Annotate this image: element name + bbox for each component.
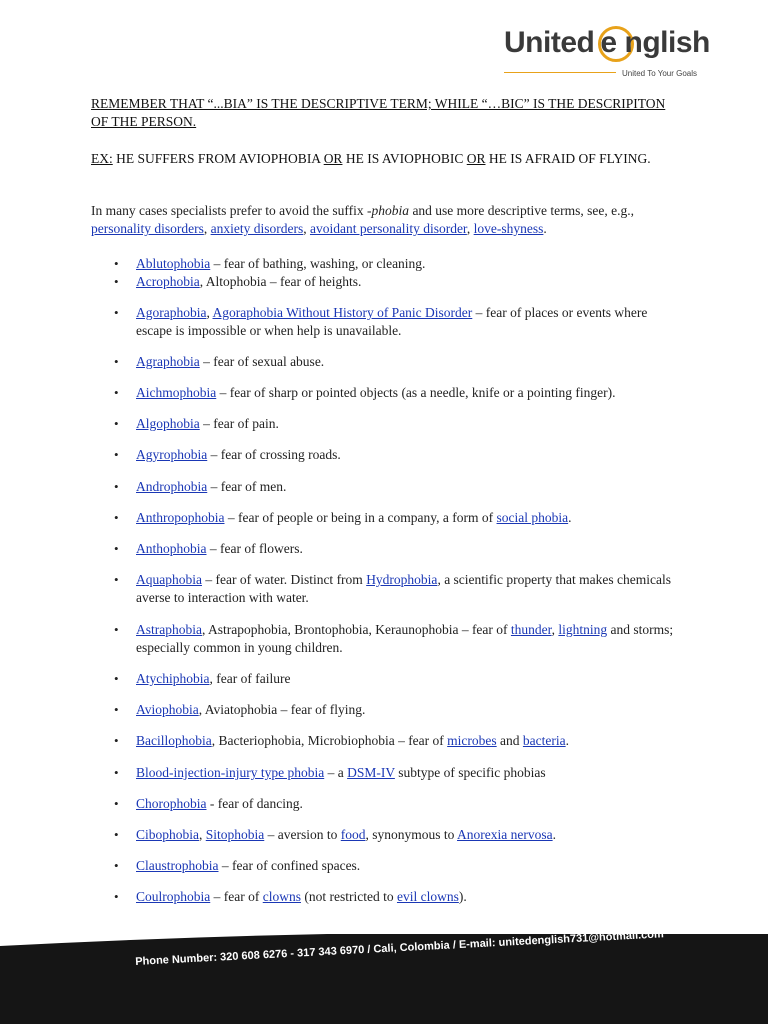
- bullet-icon: •: [114, 479, 119, 494]
- link-claustrophobia[interactable]: Claustrophobia: [136, 858, 219, 873]
- list-item-description: , Aviatophobia – fear of flying.: [198, 702, 366, 717]
- heading-example-or1: OR: [323, 151, 343, 166]
- logo-underline: [504, 72, 616, 73]
- link-social-phobia[interactable]: social phobia: [496, 510, 569, 525]
- logo-text-after: nglish: [624, 26, 710, 59]
- list-item-description: – fear of crossing roads.: [207, 447, 341, 462]
- list-item-text: [136, 478, 681, 496]
- bullet-icon: •: [114, 416, 119, 431]
- list-item-description: – fear of sharp or pointed objects (as a needle, knife or a pointing finger).: [216, 385, 616, 400]
- bullet-icon: •: [114, 385, 119, 400]
- bullet-icon: •: [114, 827, 119, 842]
- link-bacillophobia[interactable]: Bacillophobia: [136, 733, 212, 748]
- link-atychiphobia[interactable]: Atychiphobia: [136, 671, 210, 686]
- list-item-text: [136, 764, 681, 782]
- list-item-description: – fear of sexual abuse.: [199, 354, 325, 369]
- list-item-description: – aversion to: [264, 827, 341, 842]
- link-acrophobia[interactable]: Acrophobia: [136, 274, 200, 289]
- link-agoraphobia[interactable]: Agoraphobia: [136, 305, 207, 320]
- bullet-icon: •: [114, 622, 119, 637]
- link-evil-clowns[interactable]: evil clowns: [396, 889, 459, 904]
- list-item-description: .: [568, 510, 572, 525]
- link-anorexia-nervosa[interactable]: Anorexia nervosa: [457, 827, 553, 842]
- list-item-description: – fear of people or being in a company, a form of: [224, 510, 497, 525]
- link-love-shyness[interactable]: love-shyness: [473, 221, 544, 236]
- bullet-icon: •: [114, 256, 119, 271]
- footer-contact: Phone Number: 320 608 6276 - 317 343 6970 / Cali, Colombia / E-mail: unitedenglish731@hotmail.com: [135, 928, 665, 968]
- list-item-text: [136, 273, 681, 291]
- bullet-icon: •: [114, 671, 119, 686]
- intro-sep-3: ,: [466, 221, 474, 236]
- link-chorophobia[interactable]: Chorophobia: [136, 796, 207, 811]
- link-thunder[interactable]: thunder: [510, 622, 552, 637]
- list-item-description: subtype of specific phobias: [394, 765, 546, 780]
- intro-end: .: [543, 221, 547, 236]
- list-item-text: [136, 384, 681, 402]
- list-item-description: and: [496, 733, 523, 748]
- link-aichmophobia[interactable]: Aichmophobia: [136, 385, 217, 400]
- list-item-description: – fear of confined spaces.: [218, 858, 361, 873]
- heading-example-part3: HE IS AFRAID OF FLYING.: [485, 151, 651, 166]
- link-androphobia[interactable]: Androphobia: [136, 479, 208, 494]
- intro-paragraph: [91, 202, 681, 238]
- link-blood-injection-injury-type-phobia[interactable]: Blood-injection-injury type phobia: [136, 765, 325, 780]
- logo-text-before: United: [504, 26, 595, 59]
- intro-sep-1: ,: [203, 221, 211, 236]
- list-item-description: .: [565, 733, 570, 748]
- list-item-description: ,: [199, 827, 206, 842]
- list-item-text: [136, 540, 681, 558]
- bullet-icon: •: [114, 733, 119, 748]
- list-item-text: [136, 670, 681, 688]
- bullet-icon: •: [114, 447, 119, 462]
- list-item-description: .: [552, 827, 556, 842]
- list-item-description: – fear of men.: [207, 479, 287, 494]
- link-agraphobia[interactable]: Agraphobia: [136, 354, 200, 369]
- list-item-text: [136, 255, 681, 273]
- logo-text-e: e: [600, 26, 617, 59]
- link-anxiety-disorders[interactable]: anxiety disorders: [210, 221, 304, 236]
- link-cibophobia[interactable]: Cibophobia: [136, 827, 199, 842]
- logo-tagline: United To Your Goals: [622, 69, 698, 78]
- heading-example-or2: OR: [466, 151, 486, 166]
- link-agoraphobia-without-history-of-panic-disorder[interactable]: Agoraphobia Without History of Panic Disorder: [212, 305, 473, 320]
- list-item-description: , synonymous to: [365, 827, 458, 842]
- list-item-description: – a: [324, 765, 348, 780]
- list-item-description: – fear of pain.: [199, 416, 279, 431]
- bullet-icon: •: [114, 305, 119, 320]
- list-item-text: [136, 795, 681, 813]
- list-item-description: , Altophobia – fear of heights.: [199, 274, 362, 289]
- link-astraphobia[interactable]: Astraphobia: [136, 622, 202, 637]
- bullet-icon: •: [114, 765, 119, 780]
- list-item-description: , Bacteriophobia, Microbiophobia – fear of: [211, 733, 448, 748]
- list-item-text: [136, 571, 681, 607]
- list-item-description: , Astrapophobia, Brontophobia, Keraunophobia – fear of: [201, 622, 511, 637]
- list-item-text: [136, 304, 681, 340]
- intro-sep-2: ,: [303, 221, 310, 236]
- list-item-description: ,: [551, 622, 559, 637]
- bullet-icon: •: [114, 796, 119, 811]
- list-item-description: , fear of failure: [209, 671, 291, 686]
- list-item-text: [136, 826, 681, 844]
- intro-text-2: and use more descriptive terms, see, e.g.,: [409, 203, 634, 218]
- bullet-icon: •: [114, 510, 119, 525]
- list-item-description: – fear of flowers.: [206, 541, 303, 556]
- united-english-logo: [498, 22, 738, 82]
- list-item-text: [136, 509, 681, 527]
- list-item-text: [136, 446, 681, 464]
- list-item-text: [136, 701, 681, 719]
- link-lightning[interactable]: lightning: [558, 622, 608, 637]
- list-item-description: ).: [458, 889, 467, 904]
- link-microbes[interactable]: microbes: [447, 733, 497, 748]
- link-anthropophobia[interactable]: Anthropophobia: [136, 510, 225, 525]
- heading-example-part2: HE IS AVIOPHOBIC: [342, 151, 467, 166]
- bullet-icon: •: [114, 572, 119, 587]
- link-anthophobia[interactable]: Anthophobia: [136, 541, 207, 556]
- heading-example-ex: EX:: [91, 151, 113, 166]
- heading-remember-text: REMEMBER THAT “...BIA” IS THE DESCRIPTIVE TERM; WHILE “…BIC” IS THE DESCRIPITON OF THE PERSON.: [91, 96, 666, 129]
- link-ablutophobia[interactable]: Ablutophobia: [136, 256, 211, 271]
- intro-suffix: phobia: [371, 203, 410, 218]
- bullet-icon: •: [114, 541, 119, 556]
- list-item-text: [136, 621, 681, 657]
- bullet-icon: •: [114, 858, 119, 873]
- list-item-description: ,: [206, 305, 213, 320]
- link-algophobia[interactable]: Algophobia: [136, 416, 200, 431]
- bullet-icon: •: [114, 354, 119, 369]
- intro-text-1: In many cases specialists prefer to avoid the suffix -: [91, 203, 372, 218]
- link-aviophobia[interactable]: Aviophobia: [136, 702, 199, 717]
- list-item-description: – fear of bathing, washing, or cleaning.: [210, 256, 426, 271]
- list-item-description: – fear of places or events where escape is impossible or when help is unavailable.: [136, 305, 648, 338]
- link-bacteria[interactable]: bacteria: [522, 733, 566, 748]
- logo-wordmark: [504, 26, 710, 60]
- link-personality-disorders[interactable]: personality disorders: [91, 221, 204, 236]
- list-item-description: and storms; especially common in young children.: [136, 622, 674, 655]
- heading-example-part1: HE SUFFERS FROM AVIOPHOBIA: [112, 151, 324, 166]
- link-dsm-iv[interactable]: DSM-IV: [347, 765, 395, 780]
- bullet-icon: •: [114, 702, 119, 717]
- link-avoidant-personality-disorder[interactable]: avoidant personality disorder: [309, 221, 467, 236]
- list-item-text: [136, 888, 681, 906]
- bullet-icon: •: [114, 274, 119, 289]
- bullet-icon: •: [114, 889, 119, 904]
- link-aquaphobia[interactable]: Aquaphobia: [136, 572, 202, 587]
- link-coulrophobia[interactable]: Coulrophobia: [136, 889, 211, 904]
- link-clowns[interactable]: clowns: [262, 889, 301, 904]
- list-item-text: [136, 415, 681, 433]
- list-item-description: , a scientific property that makes chemicals averse to interaction with water.: [136, 572, 671, 605]
- list-item-description: (not restricted to: [300, 889, 397, 904]
- heading-remember: [91, 95, 681, 131]
- list-item-text: [136, 732, 681, 750]
- list-item-description: - fear of dancing.: [206, 796, 303, 811]
- link-agyrophobia[interactable]: Agyrophobia: [136, 447, 208, 462]
- link-sitophobia[interactable]: Sitophobia: [205, 827, 265, 842]
- list-item-text: [136, 353, 681, 371]
- link-food[interactable]: food: [340, 827, 366, 842]
- heading-example: [91, 150, 681, 168]
- list-item-text: [136, 857, 681, 875]
- list-item-description: – fear of water. Distinct from: [201, 572, 367, 587]
- list-item-description: – fear of: [210, 889, 263, 904]
- link-hydrophobia[interactable]: Hydrophobia: [366, 572, 438, 587]
